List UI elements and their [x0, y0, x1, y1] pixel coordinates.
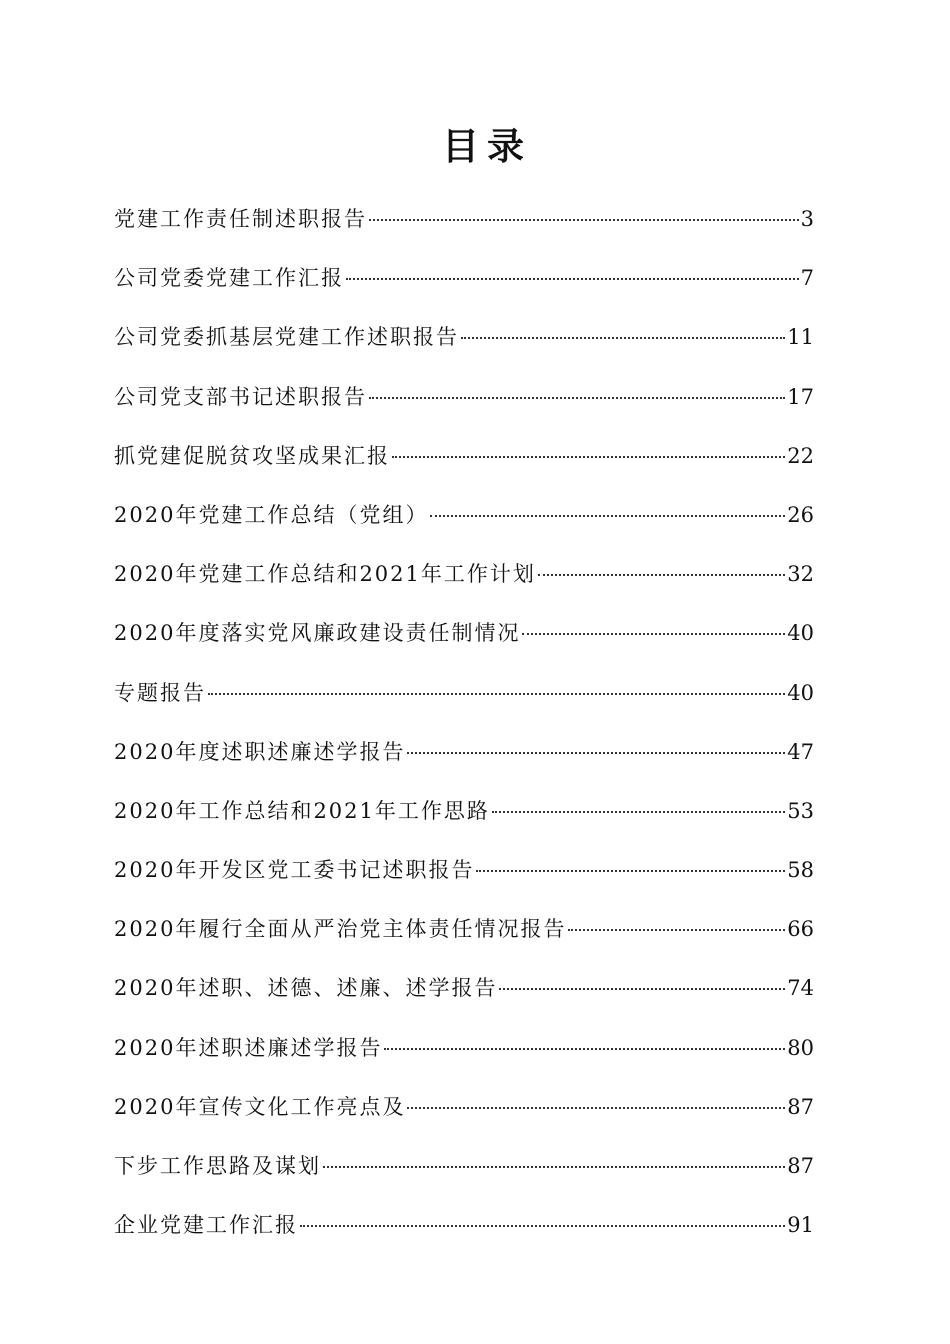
- toc-entry-page: 40: [787, 680, 814, 705]
- toc-dot-leader: [369, 219, 799, 221]
- toc-entry-text: 公司党委抓基层党建工作述职报告: [114, 325, 459, 350]
- toc-entry-text: 2020年述职述廉述学报告: [114, 1035, 383, 1060]
- toc-entry-text: 专题报告: [114, 680, 206, 705]
- toc-dot-leader: [384, 1048, 785, 1050]
- toc-entry-page: 7: [800, 266, 814, 291]
- toc-dot-leader: [407, 752, 785, 754]
- toc-entry[interactable]: [114, 368, 814, 427]
- toc-entry-text: 2020年工作总结和2021年工作思路: [114, 798, 490, 823]
- toc-entry[interactable]: [114, 900, 814, 959]
- toc-entry-text: 2020年党建工作总结（党组）: [114, 502, 429, 527]
- toc-entry[interactable]: [114, 841, 814, 900]
- toc-dot-leader: [568, 929, 785, 931]
- toc-entry[interactable]: [114, 959, 814, 1018]
- toc-entry-text: 公司党委党建工作汇报: [114, 266, 344, 291]
- toc-entry-text: 2020年度落实党风廉政建设责任制情况: [114, 621, 521, 646]
- toc-dot-leader: [461, 337, 785, 339]
- toc-entry[interactable]: [114, 190, 814, 249]
- toc-list: [114, 190, 814, 1255]
- toc-entry-page: 32: [787, 562, 814, 587]
- toc-entry[interactable]: [114, 427, 814, 486]
- toc-entry[interactable]: [114, 545, 814, 604]
- toc-entry-page: 17: [787, 384, 814, 409]
- toc-entry-text: 党建工作责任制述职报告: [114, 207, 367, 231]
- toc-entry-text: 下步工作思路及谋划: [114, 1154, 321, 1178]
- toc-entry-page: 74: [787, 976, 814, 1001]
- toc-entry-text: 公司党支部书记述职报告: [114, 384, 367, 409]
- toc-dot-leader: [407, 1107, 785, 1109]
- toc-entry-text: 2020年履行全面从严治党主体责任情况报告: [114, 917, 567, 942]
- toc-entry-text: 企业党建工作汇报: [114, 1213, 298, 1238]
- toc-entry-page: 87: [787, 1094, 814, 1119]
- toc-entry-page: 80: [787, 1035, 814, 1060]
- toc-dot-leader: [323, 1166, 785, 1168]
- toc-entry[interactable]: [114, 1019, 814, 1078]
- toc-title: 目录: [442, 124, 532, 168]
- toc-entry-page: 66: [787, 917, 814, 942]
- toc-entry[interactable]: [114, 308, 814, 367]
- toc-entry-page: 58: [787, 858, 814, 883]
- toc-entry[interactable]: [114, 723, 814, 782]
- toc-entry-page: 22: [787, 443, 814, 468]
- toc-dot-leader: [208, 693, 785, 695]
- toc-dot-leader: [538, 574, 785, 576]
- toc-dot-leader: [492, 811, 785, 813]
- toc-entry-text: 2020年宣传文化工作亮点及: [114, 1094, 406, 1119]
- toc-dot-leader: [499, 988, 785, 990]
- toc-entry-text: 2020年开发区党工委书记述职报告: [114, 858, 475, 883]
- toc-dot-leader: [300, 1225, 785, 1227]
- toc-entry-page: 47: [787, 739, 814, 764]
- toc-entry-page: 40: [787, 621, 814, 646]
- toc-entry-text: 抓党建促脱贫攻坚成果汇报: [114, 443, 390, 468]
- toc-entry-page: 11: [787, 325, 814, 350]
- toc-entry-page: 87: [787, 1154, 814, 1178]
- toc-entry-text: 2020年党建工作总结和2021年工作计划: [114, 562, 536, 587]
- toc-entry-page: 26: [787, 502, 814, 527]
- toc-entry-page: 3: [800, 207, 814, 231]
- toc-dot-leader: [346, 278, 799, 280]
- toc-entry-page: 91: [787, 1213, 814, 1238]
- toc-entry[interactable]: [114, 1137, 814, 1196]
- toc-entry[interactable]: [114, 782, 814, 841]
- toc-entry-text: 2020年度述职述廉述学报告: [114, 739, 406, 764]
- toc-entry[interactable]: [114, 604, 814, 663]
- toc-entry[interactable]: [114, 1196, 814, 1255]
- toc-entry[interactable]: [114, 664, 814, 723]
- toc-entry[interactable]: [114, 249, 814, 308]
- toc-dot-leader: [369, 397, 785, 399]
- toc-dot-leader: [522, 633, 785, 635]
- toc-dot-leader: [430, 515, 785, 517]
- toc-entry-text: 2020年述职、述德、述廉、述学报告: [114, 976, 498, 1001]
- toc-entry[interactable]: [114, 486, 814, 545]
- toc-dot-leader: [476, 870, 785, 872]
- toc-dot-leader: [392, 456, 785, 458]
- toc-entry-page: 53: [787, 798, 814, 823]
- toc-entry[interactable]: [114, 1078, 814, 1137]
